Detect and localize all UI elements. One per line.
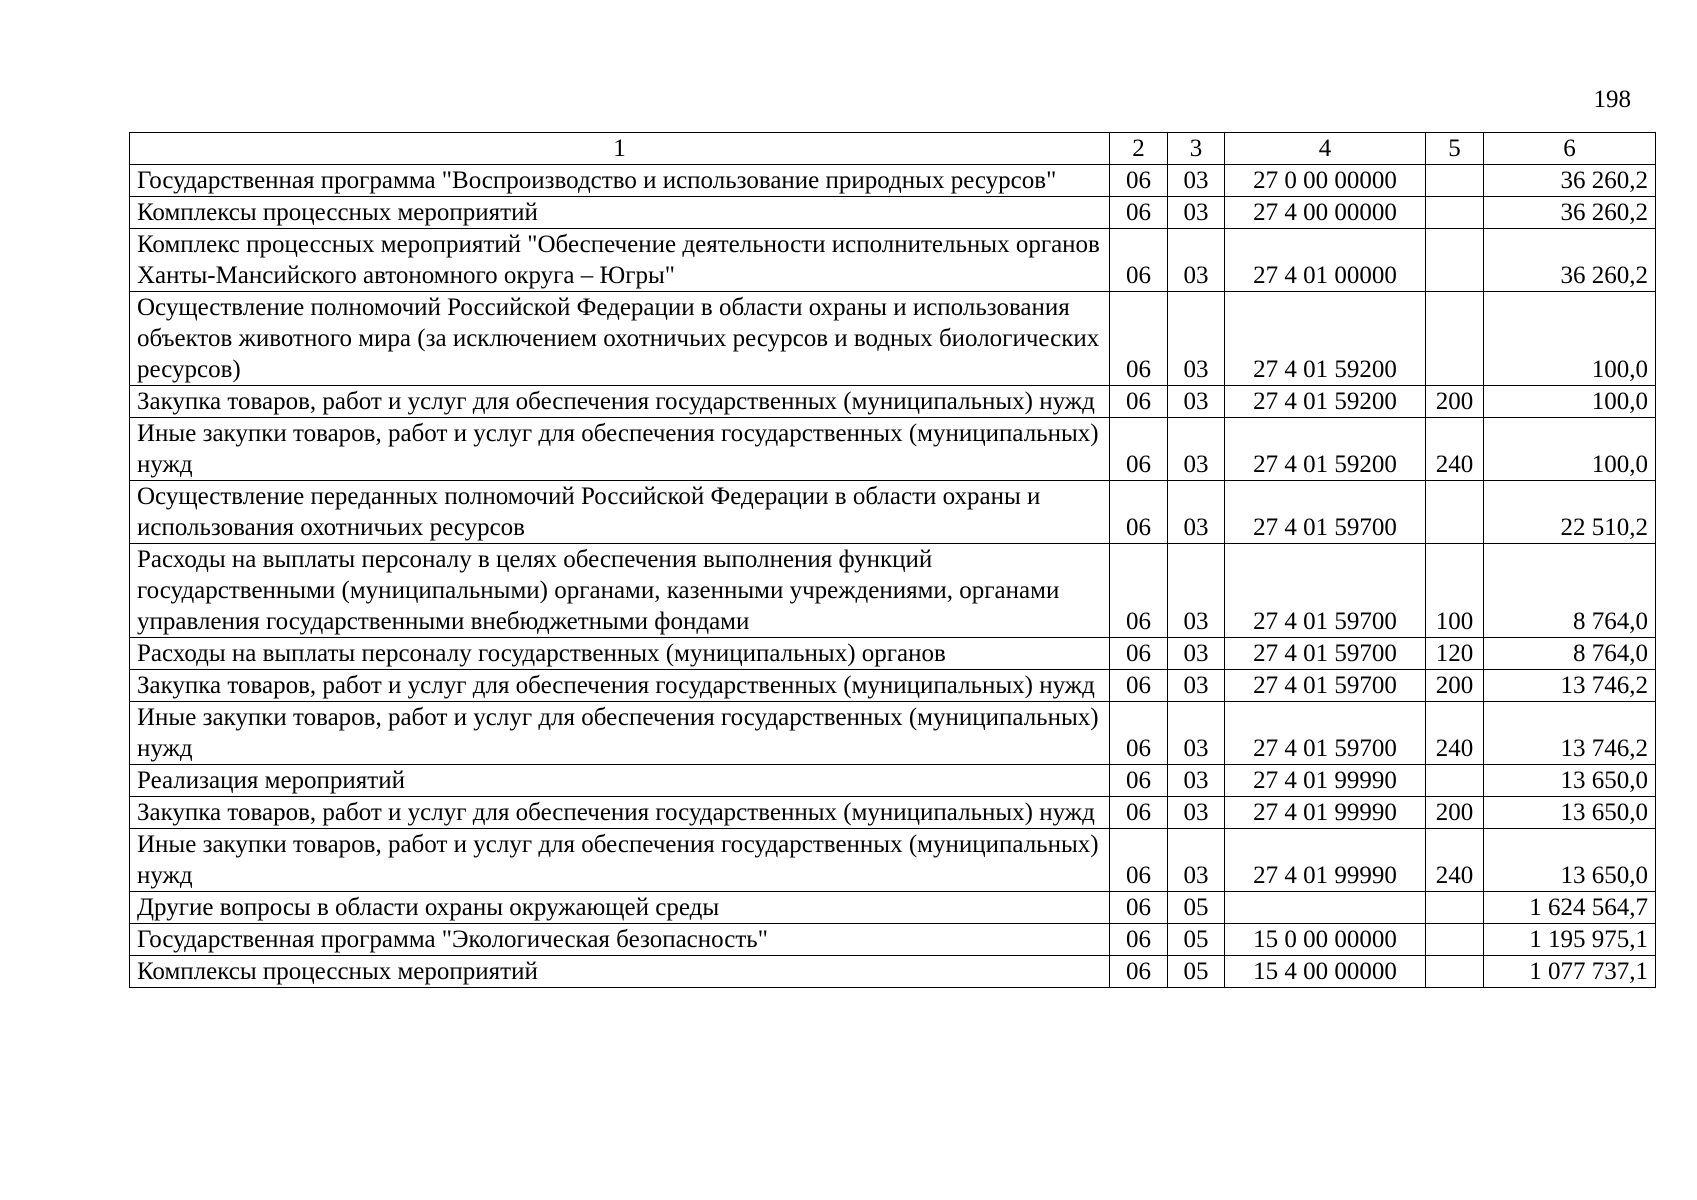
row-amount: 8 764,0 (1484, 638, 1656, 670)
row-subsection-code: 03 (1168, 638, 1225, 670)
row-amount: 8 764,0 (1484, 544, 1656, 638)
header-col-3: 3 (1168, 133, 1225, 165)
row-expense-type (1426, 765, 1484, 797)
row-subsection-code: 03 (1168, 386, 1225, 418)
row-expense-type (1426, 229, 1484, 292)
table-row (130, 924, 1656, 956)
row-amount: 22 510,2 (1484, 481, 1656, 544)
row-amount: 100,0 (1484, 418, 1656, 481)
row-target-article: 27 4 01 99990 (1225, 829, 1426, 892)
header-col-1: 1 (130, 133, 1110, 165)
row-subsection-code: 03 (1168, 829, 1225, 892)
table-row (130, 418, 1656, 481)
row-subsection-code: 03 (1168, 797, 1225, 829)
row-subsection-code: 05 (1168, 956, 1225, 988)
row-subsection-code: 03 (1168, 197, 1225, 229)
row-target-article: 27 4 01 99990 (1225, 765, 1426, 797)
row-name: Комплекс процессных мероприятий "Обеспечение деятельности исполнительных органов Ханты-Мансийского автономного округа – Югры" (130, 229, 1110, 292)
row-target-article: 27 4 01 59700 (1225, 670, 1426, 702)
row-section-code: 06 (1110, 418, 1168, 481)
row-expense-type: 200 (1426, 386, 1484, 418)
table-row (130, 892, 1656, 924)
row-target-article: 27 4 01 59700 (1225, 544, 1426, 638)
header-col-2: 2 (1110, 133, 1168, 165)
table-row (130, 386, 1656, 418)
row-amount: 36 260,2 (1484, 197, 1656, 229)
row-target-article: 27 4 01 59200 (1225, 292, 1426, 386)
row-name: Расходы на выплаты персоналу государственных (муниципальных) органов (130, 638, 1110, 670)
row-amount: 1 195 975,1 (1484, 924, 1656, 956)
row-amount: 13 746,2 (1484, 670, 1656, 702)
row-expense-type: 240 (1426, 418, 1484, 481)
row-section-code: 06 (1110, 292, 1168, 386)
row-section-code: 06 (1110, 197, 1168, 229)
row-expense-type: 200 (1426, 797, 1484, 829)
row-name: Иные закупки товаров, работ и услуг для обеспечения государственных (муниципальных) нужд (130, 829, 1110, 892)
row-name: Иные закупки товаров, работ и услуг для обеспечения государственных (муниципальных) нужд (130, 702, 1110, 765)
table-row (130, 544, 1656, 638)
row-section-code: 06 (1110, 702, 1168, 765)
row-target-article: 27 4 01 59200 (1225, 418, 1426, 481)
row-subsection-code: 03 (1168, 765, 1225, 797)
row-amount: 1 624 564,7 (1484, 892, 1656, 924)
row-name: Осуществление переданных полномочий Российской Федерации в области охраны и использования охотничьих ресурсов (130, 481, 1110, 544)
row-section-code: 06 (1110, 892, 1168, 924)
row-section-code: 06 (1110, 956, 1168, 988)
row-target-article: 27 4 00 00000 (1225, 197, 1426, 229)
table-row (130, 956, 1656, 988)
row-expense-type (1426, 924, 1484, 956)
row-target-article: 27 4 01 59200 (1225, 386, 1426, 418)
table-body (130, 165, 1656, 988)
table-row (130, 797, 1656, 829)
table-row (130, 829, 1656, 892)
header-row (130, 133, 1656, 165)
table-row (130, 229, 1656, 292)
table-row (130, 481, 1656, 544)
row-subsection-code: 03 (1168, 481, 1225, 544)
row-target-article: 15 4 00 00000 (1225, 956, 1426, 988)
row-name: Закупка товаров, работ и услуг для обеспечения государственных (муниципальных) нужд (130, 797, 1110, 829)
row-section-code: 06 (1110, 797, 1168, 829)
row-amount: 36 260,2 (1484, 229, 1656, 292)
row-name: Закупка товаров, работ и услуг для обеспечения государственных (муниципальных) нужд (130, 670, 1110, 702)
row-name: Расходы на выплаты персоналу в целях обеспечения выполнения функций государственными (муниципальными) органами, казенными учреждениями, органами управления государственными внебюджетными фондами (130, 544, 1110, 638)
row-expense-type (1426, 197, 1484, 229)
row-target-article: 27 4 01 59700 (1225, 638, 1426, 670)
budget-table (129, 132, 1656, 988)
row-section-code: 06 (1110, 829, 1168, 892)
row-target-article: 27 4 01 99990 (1225, 797, 1426, 829)
row-expense-type: 240 (1426, 829, 1484, 892)
row-subsection-code: 05 (1168, 924, 1225, 956)
row-amount: 36 260,2 (1484, 165, 1656, 197)
row-name: Другие вопросы в области охраны окружающей среды (130, 892, 1110, 924)
row-target-article (1225, 892, 1426, 924)
row-name: Осуществление полномочий Российской Федерации в области охраны и использования объектов животного мира (за исключением охотничьих ресурсов и водных биологических ресурсов) (130, 292, 1110, 386)
row-amount: 13 746,2 (1484, 702, 1656, 765)
row-amount: 1 077 737,1 (1484, 956, 1656, 988)
row-expense-type (1426, 165, 1484, 197)
row-name: Государственная программа "Воспроизводство и использование природных ресурсов" (130, 165, 1110, 197)
table-row (130, 765, 1656, 797)
row-section-code: 06 (1110, 481, 1168, 544)
row-amount: 13 650,0 (1484, 797, 1656, 829)
row-subsection-code: 03 (1168, 418, 1225, 481)
row-target-article: 27 4 01 59700 (1225, 702, 1426, 765)
row-subsection-code: 03 (1168, 292, 1225, 386)
page-number: 198 (1593, 86, 1631, 113)
row-name: Комплексы процессных мероприятий (130, 956, 1110, 988)
row-expense-type (1426, 481, 1484, 544)
row-target-article: 27 4 01 59700 (1225, 481, 1426, 544)
row-name: Иные закупки товаров, работ и услуг для обеспечения государственных (муниципальных) нужд (130, 418, 1110, 481)
row-section-code: 06 (1110, 165, 1168, 197)
header-col-6: 6 (1484, 133, 1656, 165)
row-expense-type: 200 (1426, 670, 1484, 702)
row-amount: 13 650,0 (1484, 765, 1656, 797)
row-name: Государственная программа "Экологическая безопасность" (130, 924, 1110, 956)
row-subsection-code: 03 (1168, 702, 1225, 765)
row-name: Реализация мероприятий (130, 765, 1110, 797)
row-section-code: 06 (1110, 670, 1168, 702)
row-subsection-code: 03 (1168, 670, 1225, 702)
row-section-code: 06 (1110, 544, 1168, 638)
row-expense-type: 120 (1426, 638, 1484, 670)
row-section-code: 06 (1110, 924, 1168, 956)
row-subsection-code: 03 (1168, 229, 1225, 292)
table-header (130, 133, 1656, 165)
row-expense-type: 240 (1426, 702, 1484, 765)
header-col-5: 5 (1426, 133, 1484, 165)
table-row (130, 702, 1656, 765)
row-amount: 13 650,0 (1484, 829, 1656, 892)
row-section-code: 06 (1110, 386, 1168, 418)
row-expense-type (1426, 892, 1484, 924)
row-name: Комплексы процессных мероприятий (130, 197, 1110, 229)
row-subsection-code: 05 (1168, 892, 1225, 924)
row-section-code: 06 (1110, 229, 1168, 292)
row-expense-type (1426, 292, 1484, 386)
row-expense-type: 100 (1426, 544, 1484, 638)
header-col-4: 4 (1225, 133, 1426, 165)
table-row (130, 638, 1656, 670)
row-target-article: 15 0 00 00000 (1225, 924, 1426, 956)
table-row (130, 197, 1656, 229)
row-section-code: 06 (1110, 638, 1168, 670)
row-section-code: 06 (1110, 765, 1168, 797)
table-row (130, 292, 1656, 386)
row-target-article: 27 0 00 00000 (1225, 165, 1426, 197)
table-row (130, 670, 1656, 702)
row-target-article: 27 4 01 00000 (1225, 229, 1426, 292)
table-row (130, 165, 1656, 197)
row-name: Закупка товаров, работ и услуг для обеспечения государственных (муниципальных) нужд (130, 386, 1110, 418)
row-amount: 100,0 (1484, 292, 1656, 386)
row-amount: 100,0 (1484, 386, 1656, 418)
row-expense-type (1426, 956, 1484, 988)
row-subsection-code: 03 (1168, 544, 1225, 638)
row-subsection-code: 03 (1168, 165, 1225, 197)
